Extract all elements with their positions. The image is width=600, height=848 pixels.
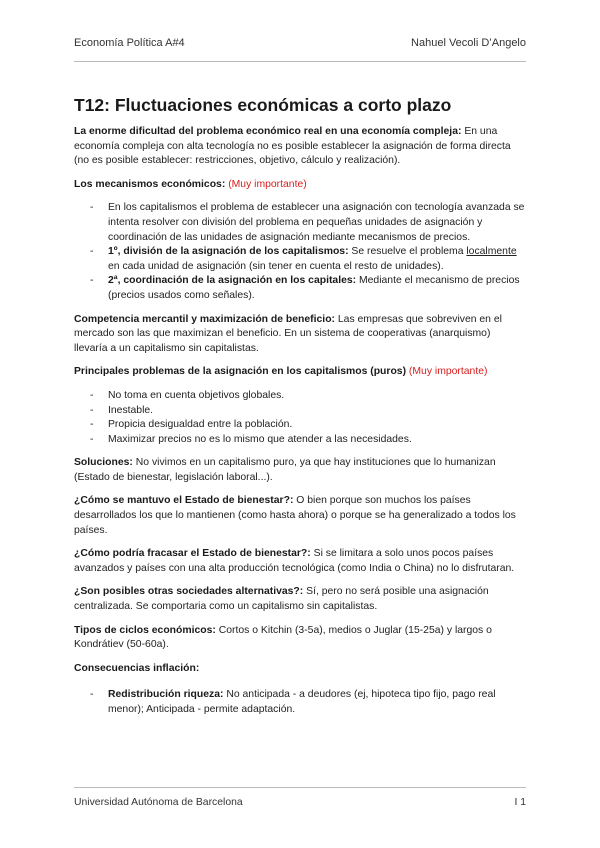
paragraph-ciclos: Tipos de ciclos económicos: Cortos o Kitchin (3-5a), medios o Juglar (15-25a) y largos o Kondrátiev (50-60a). bbox=[74, 624, 492, 651]
list-item: - 2ª, coordinación de la asignación en los capitales: Mediante el mecanismo de precios (precios usados como señales). bbox=[90, 275, 520, 301]
list-mecanismos bbox=[74, 201, 526, 303]
paragraph-q3: ¿Son posibles otras sociedades alternativas?: Sí, pero no será posible una asignación centralizada. Se comportaria como un capitalismo sin capitalistas. bbox=[74, 586, 489, 613]
list-item: - Maximizar precios no es lo mismo que atender a las necesidades. bbox=[90, 433, 412, 445]
list-item: - No toma en cuenta objetivos globales. bbox=[90, 389, 285, 401]
document-body bbox=[74, 94, 526, 727]
list-problemas bbox=[74, 389, 526, 447]
paragraph-dificultad: La enorme dificultad del problema económico real en una economía compleja: En una economía compleja con alta tecnología no es posible establecer la asignación de forma directa (no es posible establecer: restricciones, objetivo, cálculo y realización). bbox=[74, 126, 511, 167]
footer-divider bbox=[74, 787, 526, 788]
paragraph-competencia: Competencia mercantil y maximización de beneficio: Las empresas que sobreviven en el mercado son las que maximizan el beneficio. En un sistema de cooperativas (anarquismo) llevaría a un capitalismo sin capitalistas. bbox=[74, 313, 502, 354]
list-item: - Propicia desigualdad entre la población. bbox=[90, 419, 293, 431]
header-course: Economía Política A#4 bbox=[74, 37, 185, 49]
header-author: Nahuel Vecoli D’Angelo bbox=[411, 37, 526, 49]
importance-note: (Muy importante) bbox=[228, 178, 307, 190]
list-item: - En los capitalismos el problema de establecer una asignación con tecnología avanzada se intenta resolver con división del problema en pequeñas unidades de asignación y coordinación de las unidades de asignación mediante mecanismos de precios. bbox=[90, 202, 525, 243]
heading-mecanismos: Los mecanismos económicos: (Muy importante) bbox=[74, 178, 307, 190]
list-item: - Inestable. bbox=[90, 404, 154, 416]
paragraph-q1: ¿Cómo se mantuvo el Estado de bienestar?: O bien porque son muchos los países desarrollados los que lo mantienen (como hasta ahora) o porque se ha generalizado a todos los países. bbox=[74, 495, 516, 536]
list-item: - Redistribución riqueza: No anticipada - a deudores (ej, hipoteca tipo fijo, pago real menor); Anticipada - permite adaptación. bbox=[90, 689, 496, 715]
header-divider bbox=[74, 61, 526, 62]
paragraph-q2: ¿Cómo podría fracasar el Estado de bienestar?: Si se limitara a solo unos pocos países avanzados y países con una alta producción tecnológica (como India o China) no lo disfrutaran. bbox=[74, 548, 515, 574]
importance-note: (Muy importante) bbox=[408, 366, 488, 378]
heading-problemas: Principales problemas de la asignación en los capitalismos (puros) (Muy importante) bbox=[74, 366, 488, 378]
footer-university: Universidad Autónoma de Barcelona bbox=[74, 797, 243, 808]
term: La enorme dificultad del problema económico real en una economía compleja: bbox=[74, 126, 462, 137]
page-footer bbox=[74, 797, 526, 808]
paragraph-soluciones: Soluciones: No vivimos en un capitalismo puro, ya que hay instituciones que lo humanizan (Estado de bienestar, legislación laboral...). bbox=[74, 457, 496, 483]
page-header bbox=[74, 37, 526, 49]
page-number: I 1 bbox=[514, 797, 526, 808]
list-inflacion bbox=[74, 688, 526, 717]
list-item: - 1º, división de la asignación de los capitalismos: Se resuelve el problema localmente en cada unidad de asignación (sin tener en cuenta el resto de unidades). bbox=[90, 246, 517, 272]
page-title: T12: Fluctuaciones económicas a corto plazo bbox=[74, 95, 452, 115]
heading-inflacion: Consecuencias inflación: bbox=[74, 662, 200, 674]
